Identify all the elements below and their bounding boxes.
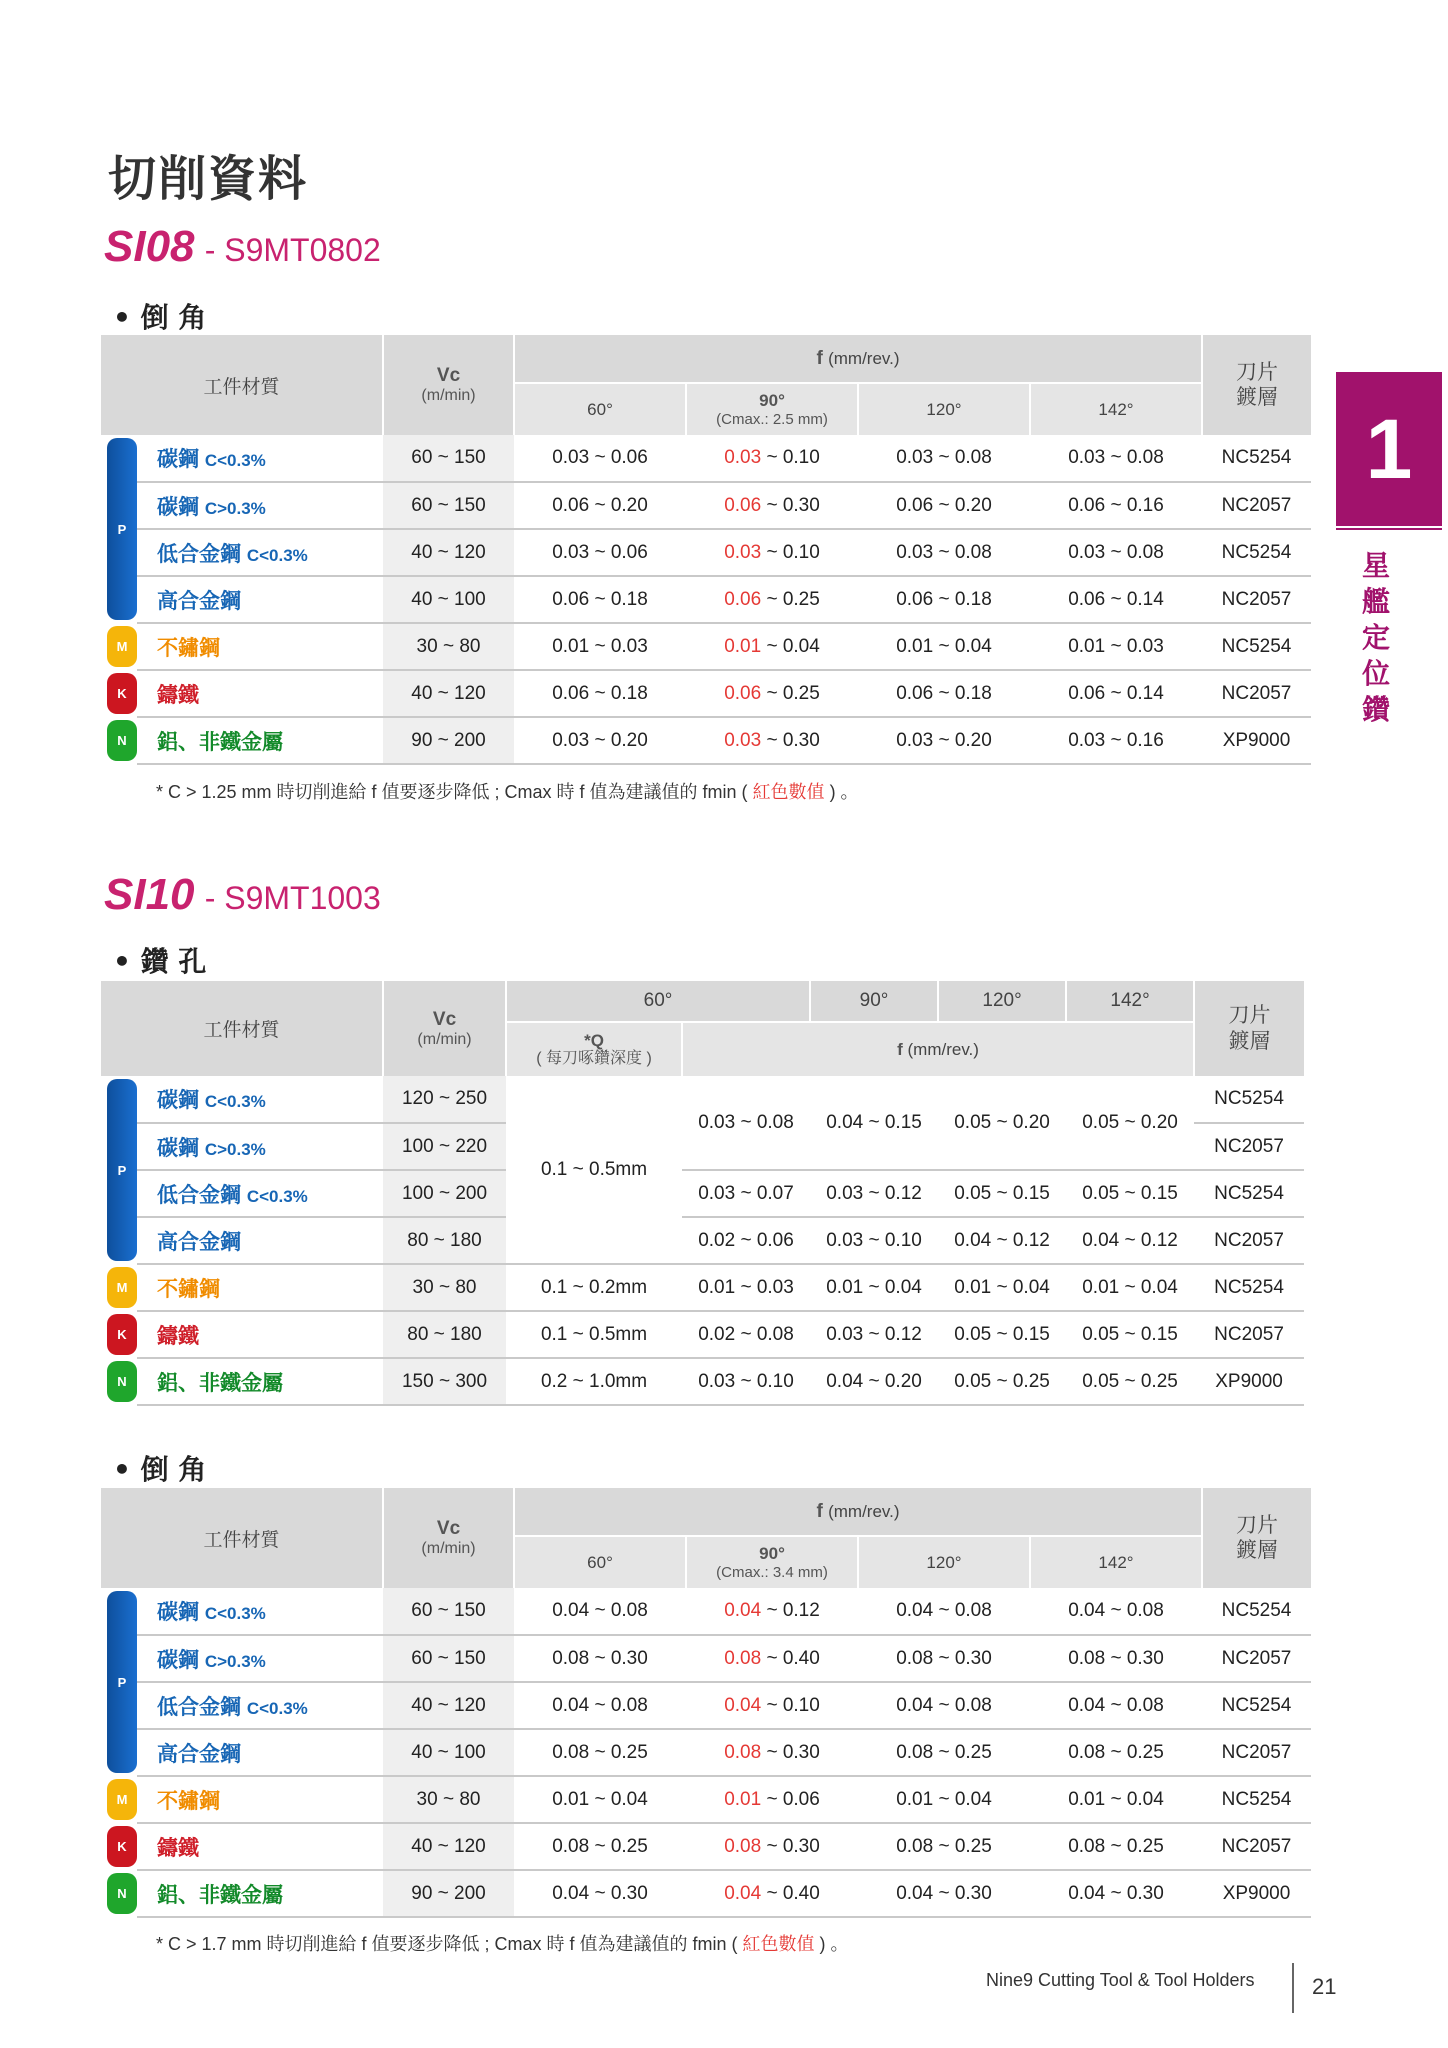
footer-brand: Nine9 Cutting Tool & Tool Holders: [986, 1970, 1255, 1990]
coating-header: 刀片 鍍層: [1202, 335, 1311, 435]
angle-60-header: 60°: [514, 383, 686, 435]
feed-header: f (mm/rev.): [682, 1022, 1194, 1076]
vc-header: Vc (m/min): [383, 981, 506, 1076]
angle-142-header: 142°: [1030, 383, 1202, 435]
material-header: 工件材質: [101, 981, 383, 1076]
angle-90-header: 90° (Cmax.: 2.5 mm): [686, 383, 858, 435]
group-k-band: K: [101, 1823, 137, 1870]
si10-chamfer-heading: • 倒 角: [113, 1453, 207, 1486]
chapter-tab: 1: [1336, 372, 1442, 526]
coating-header: 刀片 鍍層: [1202, 1488, 1311, 1588]
si10-chamfer-table: [101, 1488, 1311, 1918]
si08-chamfer-table: [101, 335, 1311, 765]
angle-120-header: 120°: [938, 981, 1066, 1022]
material-header: 工件材質: [101, 1488, 383, 1588]
page-title: 切削資料: [108, 151, 309, 207]
table-row: P 碳鋼 C<0.3% 60 ~ 150 0.04 ~ 0.08 0.04 ~ 0.12 0.04 ~ 0.08 0.04 ~ 0.08 NC5254: [101, 1588, 1311, 1635]
table-row: 低合金鋼 C<0.3% 40 ~ 120 0.04 ~ 0.08 0.04 ~ 0.10 0.04 ~ 0.08 0.04 ~ 0.08 NC5254: [101, 1682, 1311, 1729]
si10-note: * C > 1.7 mm 時切削進給 f 值要逐步降低 ; Cmax 時 f 值為建議值的 fmin ( 紅色數值 ) 。: [156, 1934, 849, 1954]
table-row: P 碳鋼 C<0.3% 120 ~ 250 0.1 ~ 0.5mm 0.03 ~ 0.08 0.04 ~ 0.15 0.05 ~ 0.20 0.05 ~ 0.20 NC5254: [101, 1076, 1304, 1123]
si08-model-heading: [104, 222, 381, 272]
table-row: K 鑄鐵 40 ~ 120 0.06 ~ 0.18 0.06 ~ 0.25 0.06 ~ 0.18 0.06 ~ 0.14 NC2057: [101, 670, 1311, 717]
table-row: M 不鏽鋼 30 ~ 80 0.01 ~ 0.03 0.01 ~ 0.04 0.01 ~ 0.04 0.01 ~ 0.03 NC5254: [101, 623, 1311, 670]
table-row: 碳鋼 C>0.3% 60 ~ 150 0.08 ~ 0.30 0.08 ~ 0.40 0.08 ~ 0.30 0.08 ~ 0.30 NC2057: [101, 1635, 1311, 1682]
angle-60-header: 60°: [506, 981, 810, 1022]
si10-model-code: - S9MT1003: [204, 880, 381, 916]
table-row: 碳鋼 C>0.3% 100 ~ 220 NC2057: [101, 1123, 1304, 1170]
table-row: 高合金鋼 40 ~ 100 0.08 ~ 0.25 0.08 ~ 0.30 0.08 ~ 0.25 0.08 ~ 0.25 NC2057: [101, 1729, 1311, 1776]
angle-90-header: 90° (Cmax.: 3.4 mm): [686, 1536, 858, 1588]
table-row: 高合金鋼 80 ~ 180 0.02 ~ 0.06 0.03 ~ 0.10 0.04 ~ 0.12 0.04 ~ 0.12 NC2057: [101, 1217, 1304, 1264]
si08-model-code: - S9MT0802: [204, 232, 381, 268]
si08-note: * C > 1.25 mm 時切削進給 f 值要逐步降低 ; Cmax 時 f 值為建議值的 fmin ( 紅色數值 ) 。: [156, 782, 859, 802]
group-m-band: M: [101, 1264, 137, 1311]
table-row: N 鋁、非鐵金屬 90 ~ 200 0.03 ~ 0.20 0.03 ~ 0.30 0.03 ~ 0.20 0.03 ~ 0.16 XP9000: [101, 717, 1311, 764]
group-m-band: M: [101, 623, 137, 670]
group-m-band: M: [101, 1776, 137, 1823]
group-k-band: K: [101, 670, 137, 717]
angle-90-header: 90°: [810, 981, 938, 1022]
angle-120-header: 120°: [858, 1536, 1030, 1588]
table-row: N 鋁、非鐵金屬 150 ~ 300 0.2 ~ 1.0mm 0.03 ~ 0.10 0.04 ~ 0.20 0.05 ~ 0.25 0.05 ~ 0.25 XP9000: [101, 1358, 1304, 1405]
si08-chamfer-heading: • 倒 角: [113, 301, 207, 334]
table-row: P 碳鋼 C<0.3% 60 ~ 150 0.03 ~ 0.06 0.03 ~ 0.10 0.03 ~ 0.08 0.03 ~ 0.08 NC5254: [101, 435, 1311, 482]
si10-drill-table: [101, 981, 1304, 1406]
si10-model-name: SI10: [104, 870, 195, 919]
angle-142-header: 142°: [1030, 1536, 1202, 1588]
table-row: M 不鏽鋼 30 ~ 80 0.01 ~ 0.04 0.01 ~ 0.06 0.01 ~ 0.04 0.01 ~ 0.04 NC5254: [101, 1776, 1311, 1823]
group-n-band: N: [101, 717, 137, 764]
group-p-band: P: [101, 1076, 137, 1264]
table-row: K 鑄鐵 40 ~ 120 0.08 ~ 0.25 0.08 ~ 0.30 0.08 ~ 0.25 0.08 ~ 0.25 NC2057: [101, 1823, 1311, 1870]
group-n-band: N: [101, 1358, 137, 1405]
group-k-band: K: [101, 1311, 137, 1358]
si10-drill-heading: • 鑽 孔: [113, 945, 207, 978]
group-n-band: N: [101, 1870, 137, 1917]
table-row: N 鋁、非鐵金屬 90 ~ 200 0.04 ~ 0.30 0.04 ~ 0.40 0.04 ~ 0.30 0.04 ~ 0.30 XP9000: [101, 1870, 1311, 1917]
table-row: M 不鏽鋼 30 ~ 80 0.1 ~ 0.2mm 0.01 ~ 0.03 0.01 ~ 0.04 0.01 ~ 0.04 0.01 ~ 0.04 NC5254: [101, 1264, 1304, 1311]
material-header: 工件材質: [101, 335, 383, 435]
chapter-divider: [1336, 528, 1442, 530]
angle-60-header: 60°: [514, 1536, 686, 1588]
si10-model-heading: [104, 870, 381, 920]
coating-header: 刀片 鍍層: [1194, 981, 1304, 1076]
feed-header: f (mm/rev.): [514, 335, 1202, 383]
table-row: 低合金鋼 C<0.3% 100 ~ 200 0.03 ~ 0.07 0.03 ~ 0.12 0.05 ~ 0.15 0.05 ~ 0.15 NC5254: [101, 1170, 1304, 1217]
vc-header: Vc (m/min): [383, 1488, 514, 1588]
table-row: 碳鋼 C>0.3% 60 ~ 150 0.06 ~ 0.20 0.06 ~ 0.30 0.06 ~ 0.20 0.06 ~ 0.16 NC2057: [101, 482, 1311, 529]
q-header: *Q ( 每刀啄鑽深度 ): [506, 1022, 682, 1076]
angle-120-header: 120°: [858, 383, 1030, 435]
table-row: K 鑄鐵 80 ~ 180 0.1 ~ 0.5mm 0.02 ~ 0.08 0.03 ~ 0.12 0.05 ~ 0.15 0.05 ~ 0.15 NC2057: [101, 1311, 1304, 1358]
footer-divider: [1292, 1963, 1294, 2013]
table-row: 高合金鋼 40 ~ 100 0.06 ~ 0.18 0.06 ~ 0.25 0.06 ~ 0.18 0.06 ~ 0.14 NC2057: [101, 576, 1311, 623]
page-number: 21: [1312, 1974, 1337, 1999]
si08-model-name: SI08: [104, 222, 195, 271]
angle-142-header: 142°: [1066, 981, 1194, 1022]
feed-header: f (mm/rev.): [514, 1488, 1202, 1536]
vc-header: Vc (m/min): [383, 335, 514, 435]
chapter-label: 星艦定位鑽: [1361, 549, 1390, 726]
group-p-band: P: [101, 435, 137, 623]
group-p-band: P: [101, 1588, 137, 1776]
table-row: 低合金鋼 C<0.3% 40 ~ 120 0.03 ~ 0.06 0.03 ~ 0.10 0.03 ~ 0.08 0.03 ~ 0.08 NC5254: [101, 529, 1311, 576]
